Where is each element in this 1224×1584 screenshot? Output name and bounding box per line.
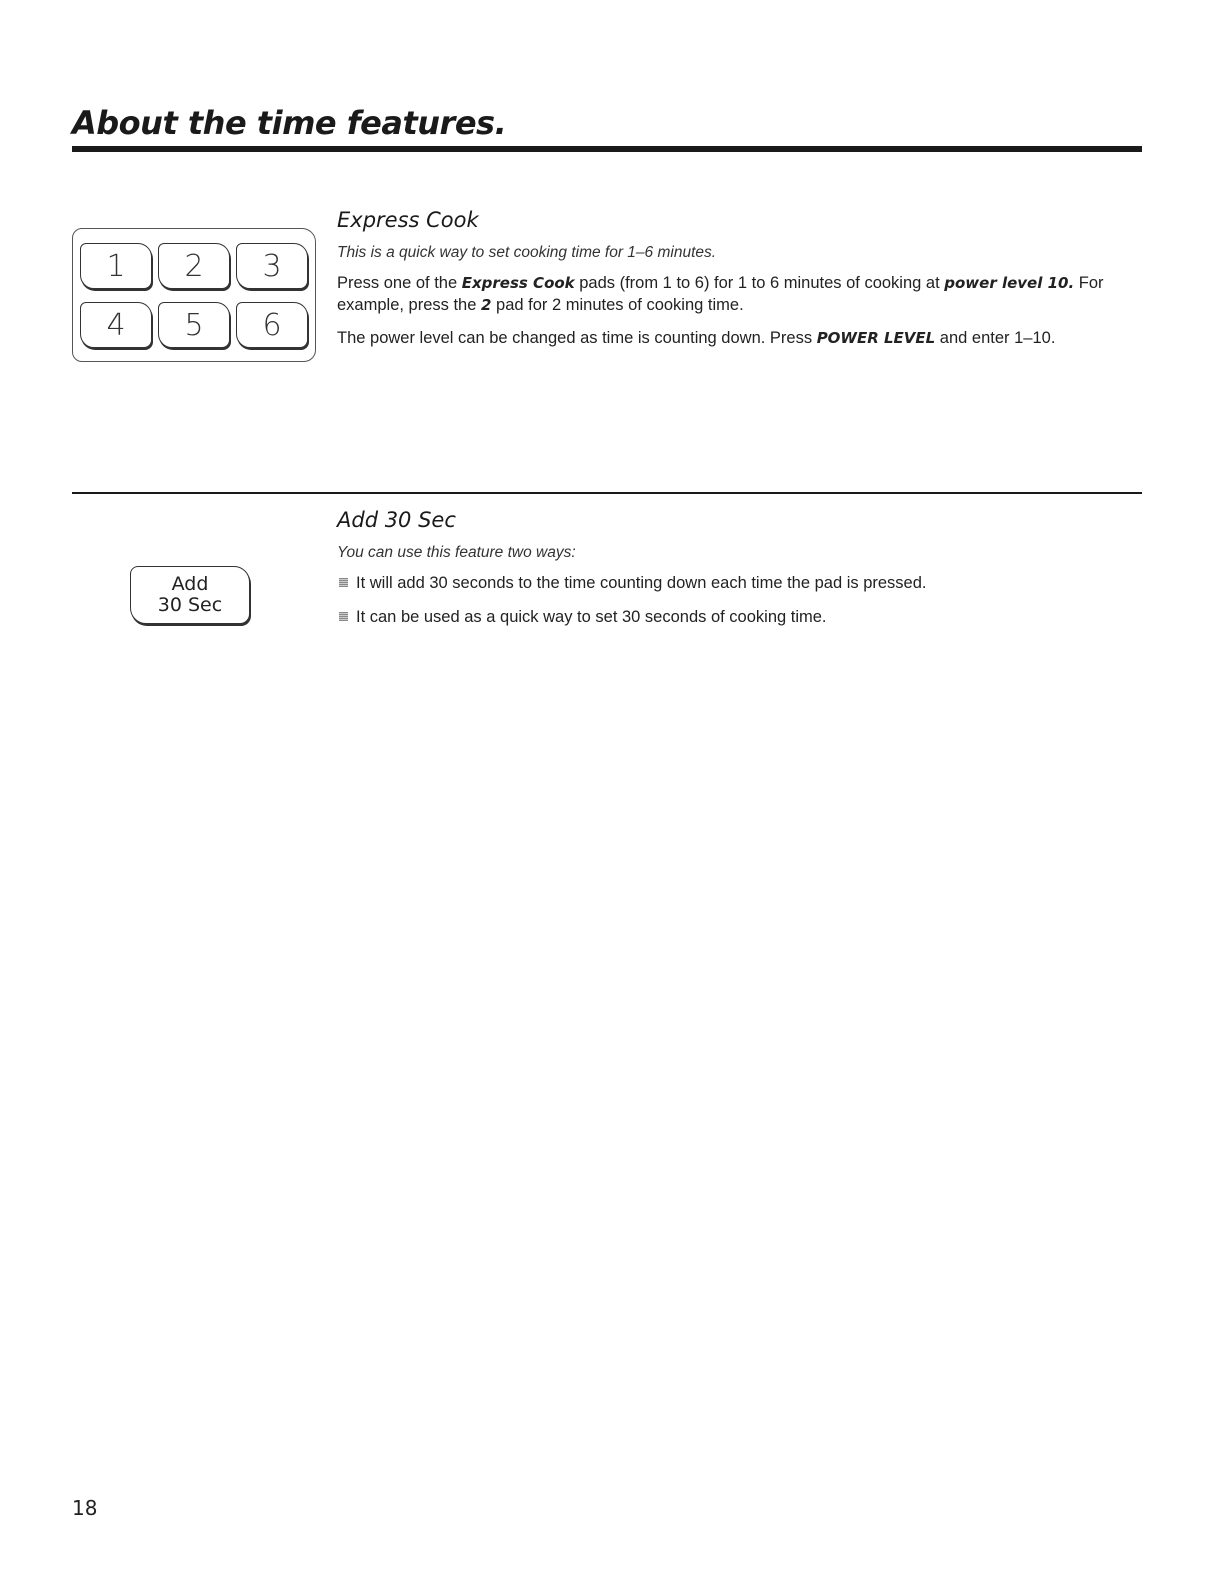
express-cook-p1-text: For example, press the — [337, 274, 1104, 314]
section-divider — [72, 492, 1142, 494]
pad-number-term: 2 — [481, 296, 492, 314]
keypad-key-4: 4 — [80, 302, 152, 348]
add-30-sec-section — [337, 508, 1142, 640]
express-cook-paragraph-1 — [337, 272, 1142, 316]
express-cook-intro: This is a quick way to set cooking time for 1–6 minutes. — [337, 244, 717, 261]
express-cook-keypad-illustration — [72, 228, 316, 362]
add-30-sec-list — [337, 572, 1142, 628]
bullet-square-icon — [339, 578, 348, 587]
express-cook-section — [337, 208, 1142, 360]
title-rule — [72, 146, 1142, 152]
power-level-key-term: POWER LEVEL — [816, 329, 936, 347]
add-30-sec-key-illustration — [130, 566, 250, 624]
express-cook-paragraph-2 — [337, 327, 1142, 349]
list-item-text: It will add 30 seconds to the time counting down each time the pad is pressed. — [356, 574, 927, 592]
keypad-key-1: 1 — [80, 243, 152, 289]
power-level-term: power level 10. — [944, 274, 1075, 292]
page-title: About the time features. — [72, 104, 507, 142]
list-item-text: It can be used as a quick way to set 30 seconds of cooking time. — [356, 608, 827, 626]
bullet-square-icon — [339, 612, 348, 621]
keypad-key-3: 3 — [236, 243, 308, 289]
express-cook-term: Express Cook — [461, 274, 575, 292]
express-cook-p1-text: Press one of the — [337, 274, 462, 292]
express-cook-heading: Express Cook — [337, 208, 479, 232]
add-key-label-line1: Add — [171, 573, 209, 595]
add-key-label-line2: 30 Sec — [157, 594, 223, 616]
add-30-sec-intro: You can use this feature two ways: — [337, 544, 576, 561]
add-30-sec-heading: Add 30 Sec — [337, 508, 456, 532]
list-item — [337, 572, 1142, 594]
page-number: 18 — [72, 1496, 98, 1520]
express-cook-p2-text: and enter 1–10. — [935, 329, 1056, 347]
keypad-key-5: 5 — [158, 302, 230, 348]
keypad-key-6: 6 — [236, 302, 308, 348]
express-cook-p2-text: The power level can be changed as time is counting down. Press — [337, 329, 817, 347]
express-cook-p1-text: pads (from 1 to 6) for 1 to 6 minutes of cooking at — [574, 274, 945, 292]
list-item — [337, 606, 1142, 628]
express-cook-p1-text: pad for 2 minutes of cooking time. — [491, 296, 744, 314]
keypad-key-2: 2 — [158, 243, 230, 289]
